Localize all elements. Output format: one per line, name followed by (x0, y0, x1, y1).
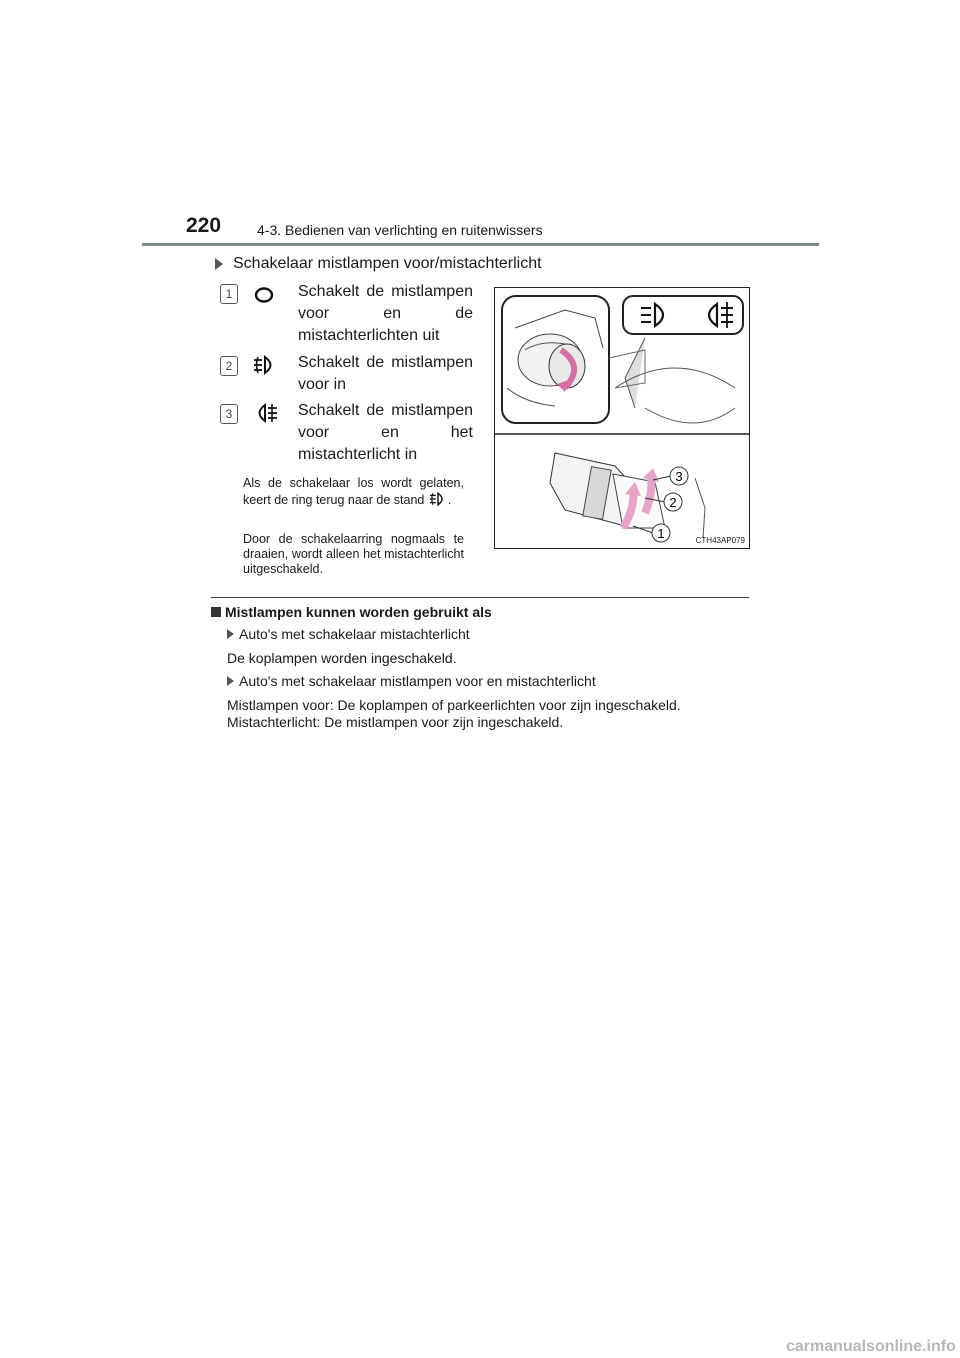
note-release (243, 476, 464, 508)
ring-off-icon (252, 286, 276, 304)
watermark: carmanualsonline.info (786, 1338, 956, 1355)
callout-3: 3 (675, 469, 683, 484)
section-header: 4-3. Bedienen van verlichting en ruitenwissers (257, 222, 543, 238)
subheading (215, 255, 542, 273)
item-text-3: Schakelt de mistlampen voor en het mistachterlicht in (298, 402, 473, 463)
header-rule (142, 243, 819, 246)
fog-switch-illustration (494, 287, 750, 549)
variant-2-label (227, 673, 596, 689)
front-fog-inline-icon (428, 491, 448, 507)
note-release-text: Als de schakelaar los wordt gelaten, keert de ring terug naar de stand (243, 476, 464, 507)
note-rotate: Door de schakelaarring nogmaals te draaien, wordt alleen het mistachterlicht uitgeschakeld. (243, 532, 464, 576)
triangle-bullet-icon (227, 676, 234, 686)
callout-1: 1 (657, 526, 665, 541)
item-number-1: 1 (220, 284, 238, 304)
triangle-bullet-icon (227, 629, 234, 639)
variant-2-label-text: Auto's met schakelaar mistlampen voor en mistachterlicht (239, 673, 596, 689)
front-fog-icon (252, 354, 278, 376)
rear-fog-icon (252, 402, 280, 424)
section-divider (211, 597, 749, 598)
item-number-3: 3 (220, 404, 238, 424)
item-text-1: Schakelt de mistlampen voor en de mistachterlichten uit (298, 283, 473, 344)
usage-heading (211, 604, 492, 620)
page-number: 220 (186, 214, 222, 237)
square-bullet-icon (211, 607, 221, 617)
triangle-bullet-icon (215, 258, 223, 270)
variant-2-text-rear: Mistachterlicht: De mistlampen voor zijn ingeschakeld. (227, 714, 564, 730)
item-number-2: 2 (220, 356, 238, 376)
illustration-code: CTH43AP079 (695, 536, 745, 545)
callout-2: 2 (669, 495, 677, 510)
usage-heading-text: Mistlampen kunnen worden gebruikt als (225, 604, 492, 620)
subheading-text: Schakelaar mistlampen voor/mistachterlicht (233, 255, 542, 272)
variant-1-text: De koplampen worden ingeschakeld. (227, 650, 457, 666)
variant-2-text-front: Mistlampen voor: De koplampen of parkeerlichten voor zijn ingeschakeld. (227, 697, 681, 713)
illustration-drawing (495, 288, 750, 549)
variant-1-label-text: Auto's met schakelaar mistachterlicht (239, 626, 470, 642)
item-text-2: Schakelt de mistlampen voor in (298, 354, 473, 393)
note-release-end: . (447, 493, 452, 507)
variant-1-label (227, 626, 470, 642)
